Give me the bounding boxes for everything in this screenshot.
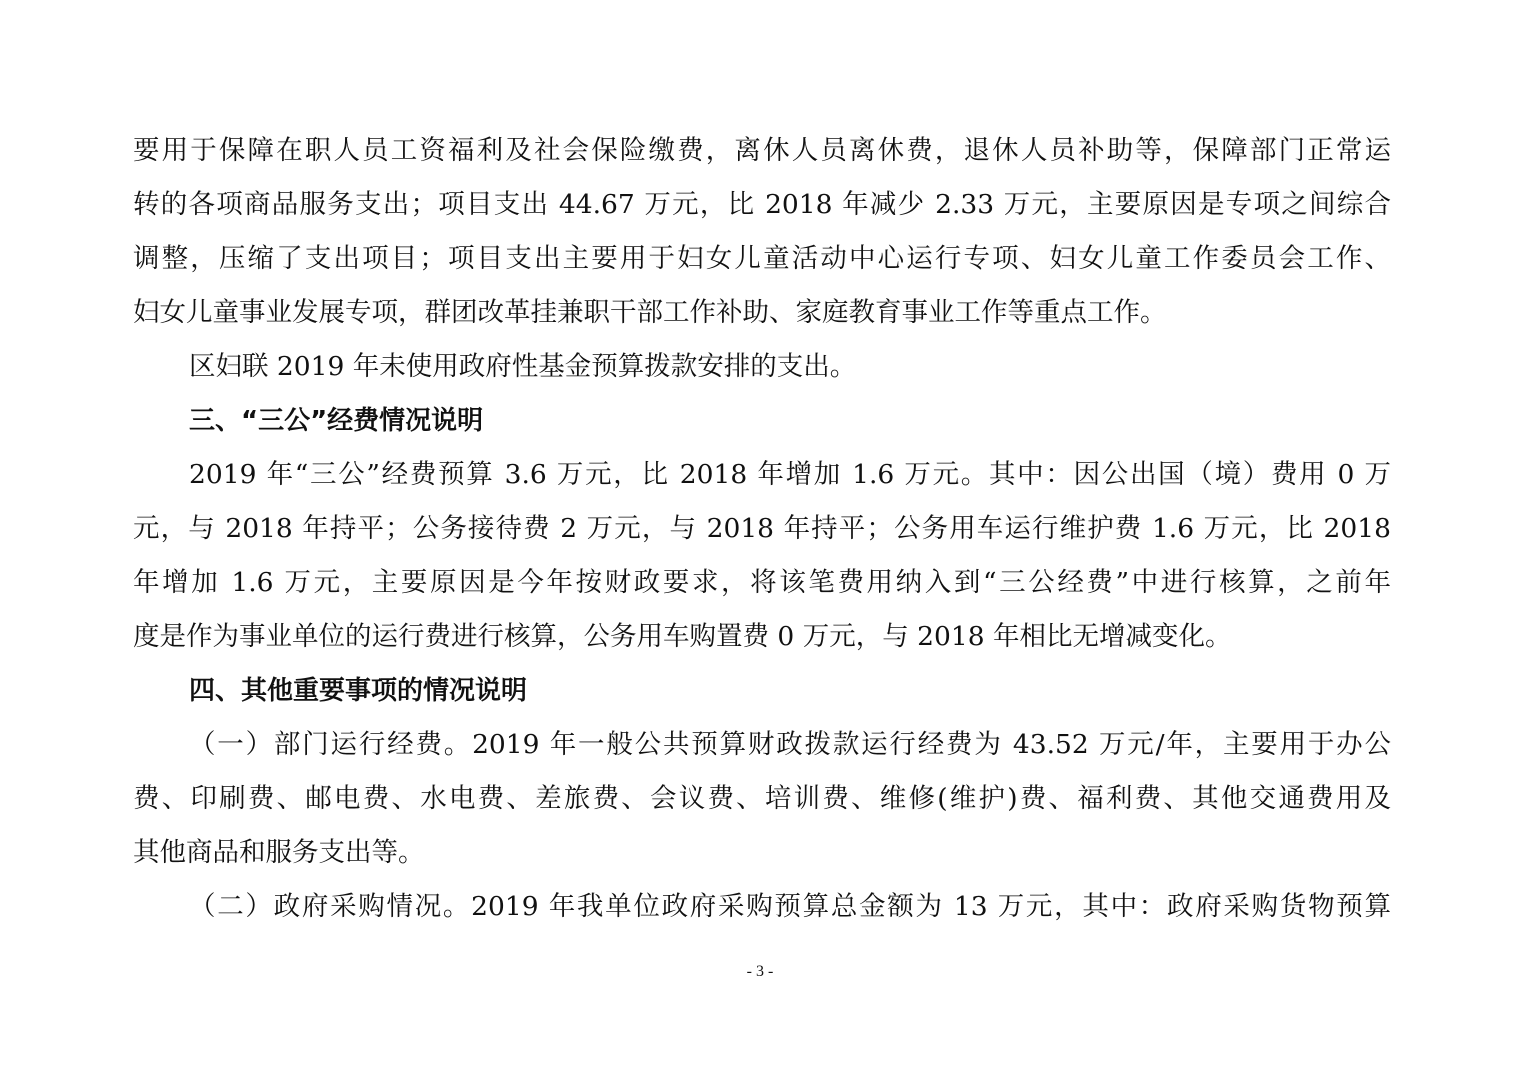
paragraph-line: 转的各项商品服务支出；项目支出 44.67 万元，比 2018 年减少 2.33 万元，主要原因是专项之间综合 (133, 189, 1391, 220)
paragraph-line: 费、印刷费、邮电费、水电费、差旅费、会议费、培训费、维修(维护)费、福利费、其他交通费用及 (133, 783, 1391, 814)
paragraph-line: 元，与 2018 年持平；公务接待费 2 万元，与 2018 年持平；公务用车运行维护费 1.6 万元，比 2018 (133, 513, 1391, 544)
section-heading: 四、其他重要事项的情况说明 (189, 676, 528, 706)
paragraph-line: 区妇联 2019 年未使用政府性基金预算拨款安排的支出。 (189, 351, 857, 382)
paragraph-line: 其他商品和服务支出等。 (133, 837, 425, 868)
paragraph-line: 要用于保障在职人员工资福利及社会保险缴费，离休人员离休费，退休人员补助等，保障部门正常运 (133, 135, 1391, 166)
paragraph-line: （一）部门运行经费。2019 年一般公共预算财政拨款运行经费为 43.52 万元/年，主要用于办公 (189, 729, 1391, 760)
page-number: - 3 - (746, 963, 774, 980)
paragraph-line: 妇女儿童事业发展专项，群团改革挂兼职干部工作补助、家庭教育事业工作等重点工作。 (133, 297, 1167, 328)
paragraph-line: 调整，压缩了支出项目；项目支出主要用于妇女儿童活动中心运行专项、妇女儿童工作委员会工作、 (133, 243, 1391, 274)
paragraph-line: 度是作为事业单位的运行费进行核算，公务用车购置费 0 万元，与 2018 年相比无增减变化。 (133, 621, 1232, 652)
paragraph-line: 年增加 1.6 万元，主要原因是今年按财政要求，将该笔费用纳入到“三公经费”中进行核算，之前年 (133, 567, 1391, 598)
paragraph-line: 2019 年“三公”经费预算 3.6 万元，比 2018 年增加 1.6 万元。其中：因公出国（境）费用 0 万 (189, 459, 1391, 490)
paragraph-line: （二）政府采购情况。2019 年我单位政府采购预算总金额为 13 万元，其中：政府采购货物预算 (189, 891, 1391, 922)
section-heading: 三、“三公”经费情况说明 (189, 406, 484, 436)
